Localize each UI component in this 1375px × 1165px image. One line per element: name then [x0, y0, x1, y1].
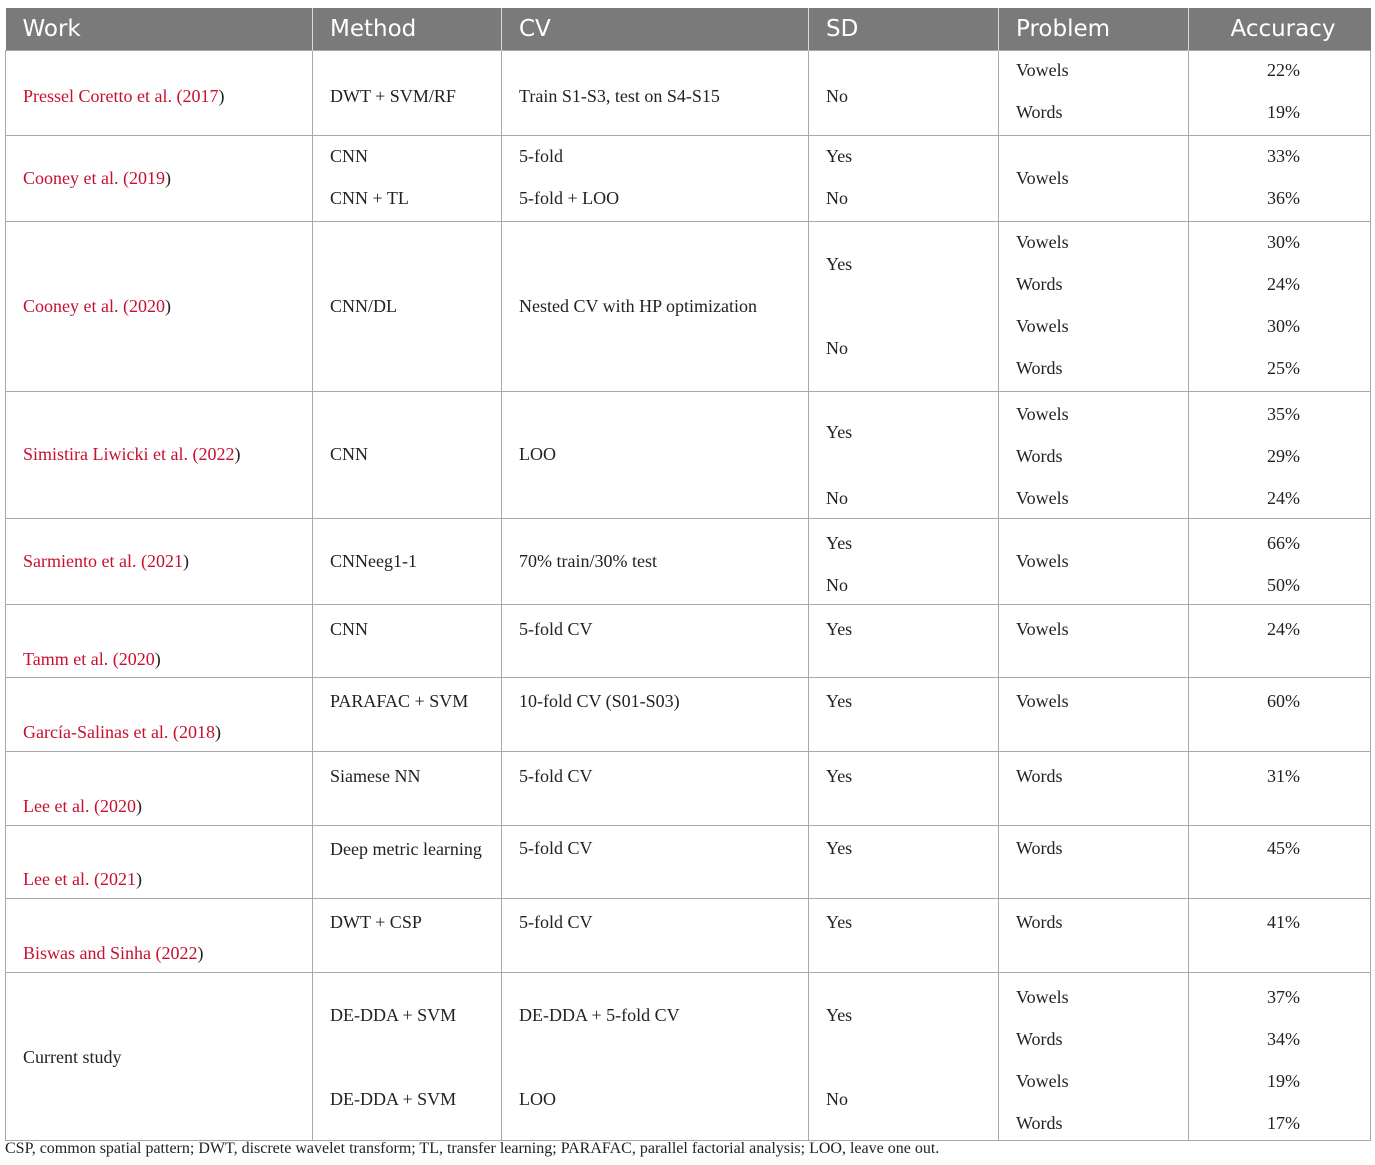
accuracy-value: 24%: [1267, 488, 1300, 508]
table-row: [6, 392, 1371, 519]
accuracy-cell: [1189, 222, 1371, 392]
method-cell: [313, 222, 502, 392]
accuracy-cell: [1189, 136, 1371, 222]
cv-text: 5-fold CV: [519, 838, 593, 858]
cv-text: 5-fold CV: [519, 619, 593, 639]
table-row: [6, 973, 1371, 1141]
cv-cell: [502, 392, 809, 519]
cv-cell: [502, 899, 809, 973]
accuracy-cell: [1189, 605, 1371, 678]
work-close-paren: ): [214, 722, 221, 742]
work-year-link[interactable]: 2017: [182, 86, 219, 106]
method-cell: [313, 826, 502, 899]
table-row: [6, 519, 1371, 605]
problem-text: Vowels: [1016, 691, 1069, 711]
table-body: [6, 51, 1371, 1141]
accuracy-value: 24%: [1267, 619, 1300, 639]
work-year-link[interactable]: 2021: [146, 551, 183, 571]
problem-cell: [999, 392, 1189, 519]
accuracy-value: 33%: [1267, 146, 1300, 166]
sd-text: Yes: [826, 912, 853, 932]
cv-text: 5-fold: [519, 146, 563, 166]
sd-text: Yes: [826, 1005, 853, 1025]
work-close-paren: ): [135, 869, 142, 889]
work-cell: [6, 678, 313, 752]
method-text: CNN + TL: [330, 188, 409, 208]
work-cell: [6, 605, 313, 678]
cv-cell: [502, 605, 809, 678]
problem-text: Words: [1016, 1029, 1063, 1049]
comparison-table: [5, 8, 1371, 1141]
work-year-link[interactable]: 2022: [161, 943, 198, 963]
work-authors: Lee et al. (: [23, 796, 100, 816]
method-text: DE-DDA + SVM: [330, 1005, 457, 1025]
problem-text: Vowels: [1016, 987, 1069, 1007]
sd-text: Yes: [826, 533, 853, 553]
sd-text: No: [826, 86, 848, 106]
work-close-paren: ): [234, 444, 241, 464]
accuracy-value: 17%: [1267, 1113, 1300, 1133]
problem-cell: [999, 605, 1189, 678]
work-cell: [6, 392, 313, 519]
method-cell: [313, 973, 502, 1141]
accuracy-cell: [1189, 678, 1371, 752]
work-citation[interactable]: [23, 295, 171, 317]
sd-text: Yes: [826, 146, 853, 166]
problem-cell: [999, 519, 1189, 605]
column-header-problem: Problem: [999, 8, 1189, 51]
sd-text: No: [826, 188, 848, 208]
column-header-accuracy: Accuracy: [1189, 8, 1371, 51]
problem-cell: [999, 222, 1189, 392]
work-authors: Lee et al. (: [23, 869, 100, 889]
table-row: [6, 678, 1371, 752]
problem-cell: [999, 136, 1189, 222]
cv-cell: [502, 826, 809, 899]
accuracy-value: 31%: [1267, 766, 1300, 786]
table-header-row: [6, 8, 1371, 51]
table-footnote: CSP, common spatial pattern; DWT, discrete wavelet transform; TL, transfer learning; PARAFAC, parallel factorial analysis; LOO, leave one out.: [5, 1140, 940, 1157]
sd-text: Yes: [826, 619, 853, 639]
work-citation[interactable]: [23, 942, 204, 964]
accuracy-value: 66%: [1267, 533, 1300, 553]
work-citation[interactable]: [23, 868, 142, 890]
table-row: [6, 136, 1371, 222]
cv-cell: [502, 136, 809, 222]
accuracy-value: 19%: [1267, 1071, 1300, 1091]
work-authors: Tamm et al. (: [23, 649, 119, 669]
work-cell: [6, 519, 313, 605]
accuracy-cell: [1189, 899, 1371, 973]
cv-text: 5-fold + LOO: [519, 188, 620, 208]
table-row: [6, 222, 1371, 392]
accuracy-cell: [1189, 973, 1371, 1141]
problem-text: Vowels: [1016, 1071, 1069, 1091]
work-citation[interactable]: [23, 550, 189, 572]
table-row: [6, 826, 1371, 899]
cv-text: DE-DDA + 5-fold CV: [519, 1005, 680, 1025]
problem-text: Vowels: [1016, 619, 1069, 639]
sd-cell: [809, 899, 999, 973]
method-cell: [313, 605, 502, 678]
method-cell: [313, 392, 502, 519]
accuracy-value: 35%: [1267, 404, 1300, 424]
problem-text: Words: [1016, 446, 1063, 466]
problem-text: Words: [1016, 1113, 1063, 1133]
work-cell: [6, 51, 313, 136]
work-citation[interactable]: [23, 648, 161, 670]
sd-cell: [809, 826, 999, 899]
work-cell: [6, 899, 313, 973]
sd-cell: [809, 51, 999, 136]
work-citation[interactable]: [23, 443, 240, 465]
accuracy-value: 30%: [1267, 316, 1300, 336]
accuracy-value: 41%: [1267, 912, 1300, 932]
cv-text: 5-fold CV: [519, 912, 593, 932]
sd-text: No: [826, 338, 848, 358]
accuracy-value: 29%: [1267, 446, 1300, 466]
cv-cell: [502, 973, 809, 1141]
sd-text: Yes: [826, 422, 853, 442]
accuracy-value: 60%: [1267, 691, 1300, 711]
accuracy-value: 34%: [1267, 1029, 1300, 1049]
problem-cell: [999, 51, 1189, 136]
accuracy-value: 24%: [1267, 274, 1300, 294]
work-authors: Current study: [23, 1047, 122, 1067]
cv-cell: [502, 678, 809, 752]
accuracy-cell: [1189, 826, 1371, 899]
work-close-paren: ): [164, 296, 171, 316]
sd-cell: [809, 678, 999, 752]
work-year-link[interactable]: 2018: [178, 722, 215, 742]
problem-text: Words: [1016, 766, 1063, 786]
method-text: PARAFAC + SVM: [330, 691, 469, 711]
work-citation: [23, 1046, 122, 1068]
problem-text: Vowels: [1016, 232, 1069, 252]
sd-text: Yes: [826, 691, 853, 711]
problem-cell: [999, 752, 1189, 826]
work-authors: Biswas and Sinha (: [23, 943, 162, 963]
work-close-paren: ): [197, 943, 204, 963]
method-text: DWT + CSP: [330, 912, 422, 932]
sd-cell: [809, 136, 999, 222]
column-header-work: Work: [6, 8, 313, 51]
work-year-link[interactable]: 2020: [99, 796, 136, 816]
accuracy-cell: [1189, 51, 1371, 136]
sd-text: No: [826, 575, 848, 595]
work-close-paren: ): [182, 551, 189, 571]
work-close-paren: ): [218, 86, 225, 106]
work-cell: [6, 973, 313, 1141]
work-citation[interactable]: [23, 721, 221, 743]
problem-text: Words: [1016, 102, 1063, 122]
column-header-cv: CV: [502, 8, 809, 51]
accuracy-cell: [1189, 752, 1371, 826]
work-year-link[interactable]: 2019: [128, 168, 165, 188]
cv-text: 5-fold CV: [519, 766, 593, 786]
work-authors: Cooney et al. (: [23, 296, 129, 316]
problem-text: Words: [1016, 358, 1063, 378]
cv-cell: [502, 752, 809, 826]
accuracy-value: 19%: [1267, 102, 1300, 122]
problem-cell: [999, 826, 1189, 899]
method-text: CNN: [330, 444, 369, 464]
problem-text: Vowels: [1016, 168, 1069, 188]
sd-cell: [809, 392, 999, 519]
sd-text: Yes: [826, 254, 853, 274]
problem-text: Words: [1016, 912, 1063, 932]
work-close-paren: ): [135, 796, 142, 816]
work-citation[interactable]: [23, 85, 224, 107]
method-text: DWT + SVM/RF: [330, 86, 456, 106]
accuracy-value: 30%: [1267, 232, 1300, 252]
method-text: CNN/DL: [330, 296, 397, 316]
accuracy-value: 37%: [1267, 987, 1300, 1007]
table-row: [6, 752, 1371, 826]
sd-cell: [809, 605, 999, 678]
method-cell: [313, 899, 502, 973]
problem-text: Vowels: [1016, 60, 1069, 80]
sd-text: No: [826, 488, 848, 508]
method-cell: [313, 136, 502, 222]
problem-text: Vowels: [1016, 404, 1069, 424]
accuracy-value: 22%: [1267, 60, 1300, 80]
problem-text: Vowels: [1016, 316, 1069, 336]
accuracy-cell: [1189, 392, 1371, 519]
sd-cell: [809, 519, 999, 605]
work-cell: [6, 136, 313, 222]
cv-text: LOO: [519, 444, 556, 464]
work-authors: Cooney et al. (: [23, 168, 129, 188]
method-text: Deep metric learning: [330, 839, 482, 859]
work-year-link[interactable]: 2020: [128, 296, 165, 316]
problem-text: Vowels: [1016, 551, 1069, 571]
cv-text: Nested CV with HP optimization: [519, 296, 757, 316]
work-year-link[interactable]: 2022: [198, 444, 235, 464]
method-text: Siamese NN: [330, 766, 421, 786]
cv-text: LOO: [519, 1089, 556, 1109]
work-year-link[interactable]: 2020: [118, 649, 155, 669]
work-cell: [6, 826, 313, 899]
method-text: CNN: [330, 146, 369, 166]
problem-text: Words: [1016, 838, 1063, 858]
comparison-table-container: [5, 8, 1370, 1141]
table-row: [6, 605, 1371, 678]
column-header-method: Method: [313, 8, 502, 51]
work-authors: Simistira Liwicki et al. (: [23, 444, 199, 464]
table-row: [6, 899, 1371, 973]
cv-cell: [502, 222, 809, 392]
sd-text: No: [826, 1089, 848, 1109]
cv-cell: [502, 51, 809, 136]
accuracy-value: 36%: [1267, 188, 1300, 208]
work-close-paren: ): [164, 168, 171, 188]
cv-cell: [502, 519, 809, 605]
accuracy-value: 50%: [1267, 575, 1300, 595]
problem-text: Vowels: [1016, 488, 1069, 508]
work-authors: Sarmiento et al. (: [23, 551, 147, 571]
method-text: CNNeeg1-1: [330, 551, 417, 571]
cv-text: Train S1-S3, test on S4-S15: [519, 86, 720, 106]
sd-cell: [809, 973, 999, 1141]
work-authors: García-Salinas et al. (: [23, 722, 179, 742]
work-cell: [6, 752, 313, 826]
work-cell: [6, 222, 313, 392]
work-year-link[interactable]: 2021: [99, 869, 136, 889]
sd-text: Yes: [826, 838, 853, 858]
work-close-paren: ): [154, 649, 161, 669]
work-citation[interactable]: [23, 795, 142, 817]
method-text: CNN: [330, 619, 369, 639]
cv-text: 10-fold CV (S01-S03): [519, 691, 680, 711]
accuracy-value: 45%: [1267, 838, 1300, 858]
work-citation[interactable]: [23, 167, 171, 189]
accuracy-value: 25%: [1267, 358, 1300, 378]
column-header-sd: SD: [809, 8, 999, 51]
sd-text: Yes: [826, 766, 853, 786]
method-cell: [313, 678, 502, 752]
work-authors: Pressel Coretto et al. (: [23, 86, 183, 106]
method-cell: [313, 752, 502, 826]
accuracy-cell: [1189, 519, 1371, 605]
table-row: [6, 51, 1371, 136]
problem-cell: [999, 973, 1189, 1141]
method-cell: [313, 51, 502, 136]
method-cell: [313, 519, 502, 605]
sd-cell: [809, 222, 999, 392]
cv-text: 70% train/30% test: [519, 551, 657, 571]
problem-cell: [999, 678, 1189, 752]
problem-cell: [999, 899, 1189, 973]
problem-text: Words: [1016, 274, 1063, 294]
sd-cell: [809, 752, 999, 826]
method-text: DE-DDA + SVM: [330, 1089, 457, 1109]
